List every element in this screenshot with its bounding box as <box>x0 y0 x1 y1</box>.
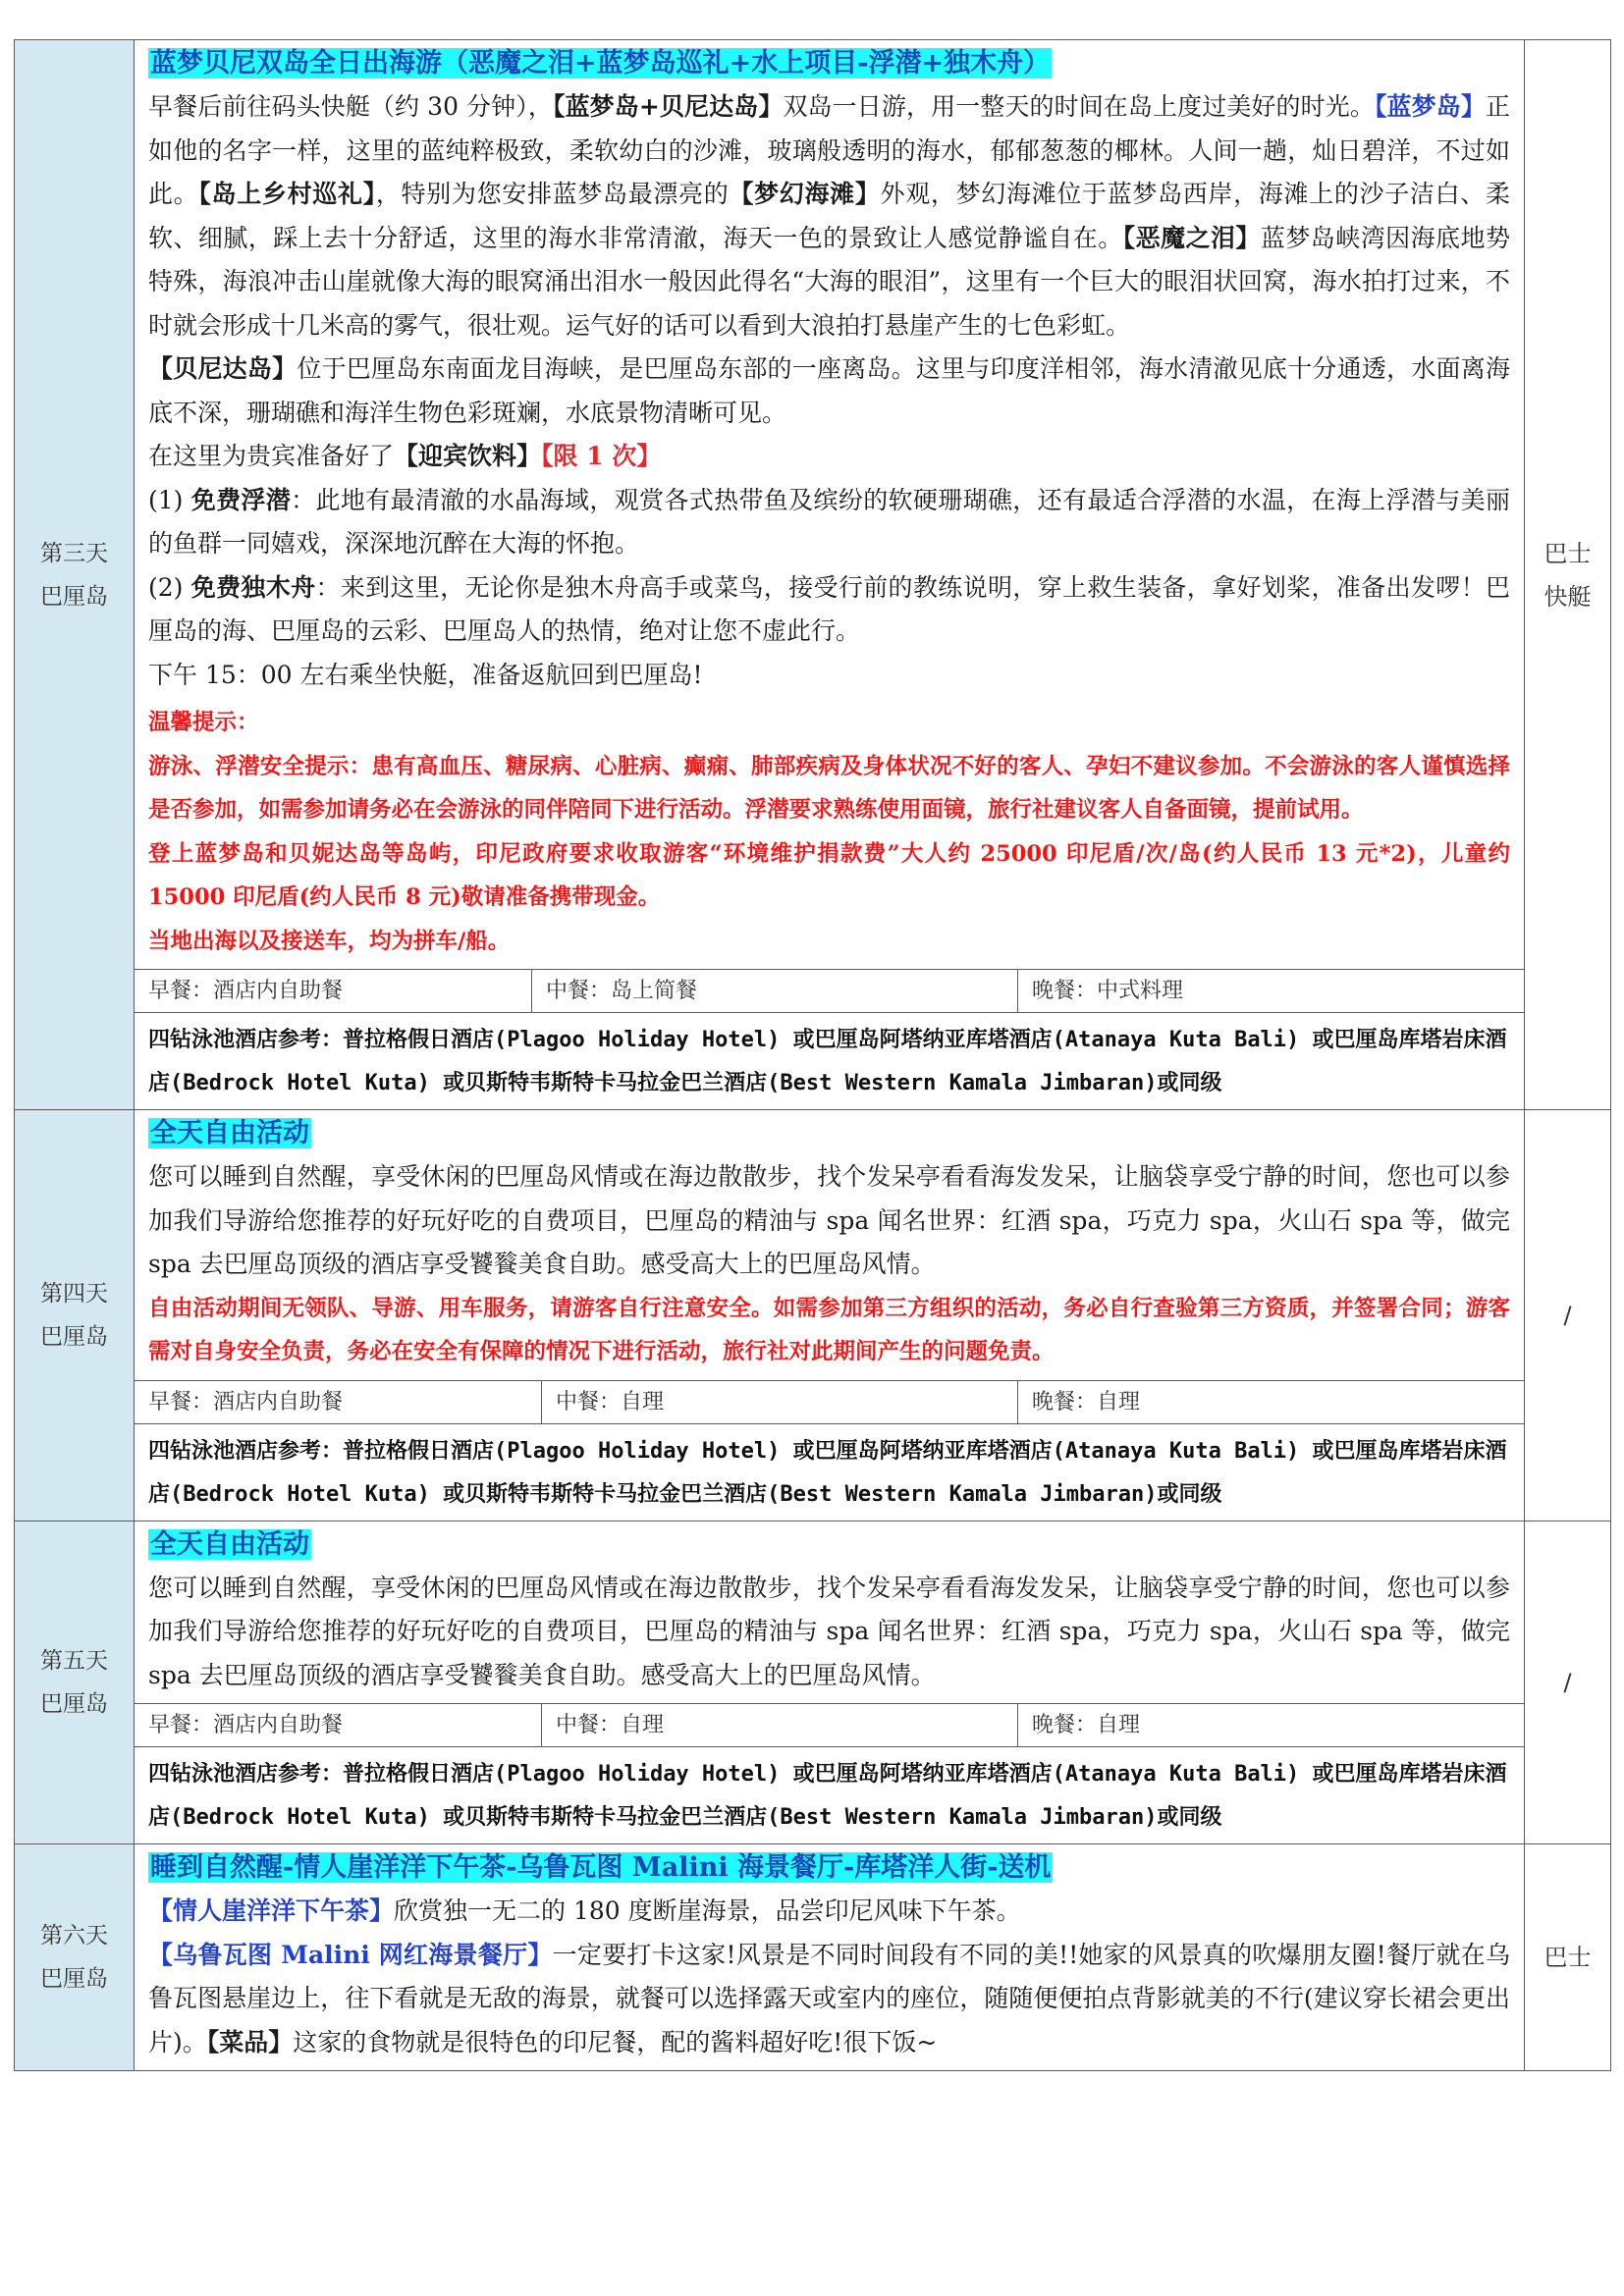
paragraph: 下午 15：00 左右乘坐快艇，准备返航回到巴厘岛! <box>148 660 703 689</box>
hotel-reference: 四钻泳池酒店参考：普拉格假日酒店(Plagoo Holiday Hotel) 或巴厘岛阿塔纳亚库塔酒店(Atanaya Kuta Bali) 或巴厘岛库塔岩床酒店(Bedrock Hotel Kuta) 或贝斯特韦斯特卡马拉金巴兰酒店(Best Western Kamala Jimbaran)或同级 <box>135 1423 1524 1521</box>
paragraph: 【情人崖洋洋下午茶】欣赏独一无二的 180 度断崖海景，品尝印尼风味下午茶。 <box>148 1896 1021 1925</box>
paragraph: 早餐后前往码头快艇（约 30 分钟），【蓝梦岛+贝尼达岛】双岛一日游，用一整天的时间在岛上度过美好的时光。【蓝梦岛】正如他的名字一样，这里的蓝纯粹极致，柔软幼白的沙滩，玻璃般透明的海水，郁郁葱葱的椰林。人间一趟，灿日碧洋，不过如此。【岛上乡村巡礼】，特别为您安排蓝梦岛最漂亮的【梦幻海滩】外观，梦幻海滩位于蓝梦岛西岸，海滩上的沙子洁白、柔软、细腻，踩上去十分舒适，这里的海水非常清澈，海天一色的景致让人感觉静谧自在。【恶魔之泪】蓝梦岛峡湾因海底地势特殊，海浪冲击山崖就像大海的眼窝涌出泪水一般因此得名“大海的眼泪”，这里有一个巨大的眼泪状回窝，海水拍打过来，不时就会形成十几米高的雾气，很壮观。运气好的话可以看到大浪拍打悬崖产生的七色彩虹。 <box>148 92 1510 340</box>
day-place: 巴厘岛 <box>40 1690 108 1717</box>
hotel-reference: 四钻泳池酒店参考：普拉格假日酒店(Plagoo Holiday Hotel) 或巴厘岛阿塔纳亚库塔酒店(Atanaya Kuta Bali) 或巴厘岛库塔岩床酒店(Bedrock Hotel Kuta) 或贝斯特韦斯特卡马拉金巴兰酒店(Best Western Kamala Jimbaran)或同级 <box>135 1012 1524 1109</box>
paragraph: 【乌鲁瓦图 Malini 网红海景餐厅】一定要打卡这家!风景是不同时间段有不同的美!!她家的风景真的吹爆朋友圈!餐厅就在乌鲁瓦图悬崖边上，往下看就是无敌的海景，就餐可以选择露天或室内的座位，随随便便拍点背影就美的不行(建议穿长裙会更出片)。【菜品】这家的食物就是很特色的印尼餐，配的酱料超好吃!很下饭~ <box>148 1940 1510 2056</box>
day-label-cell <box>15 1110 135 1522</box>
tips-title: 温馨提示： <box>148 710 259 735</box>
transport-cell <box>1525 40 1611 1110</box>
paragraph: 您可以睡到自然醒，享受休闲的巴厘岛风情或在海边散散步，找个发呆亭看看海发发呆，让脑袋享受宁静的时间，您也可以参加我们导游给您推荐的好玩好吃的自费项目，巴厘岛的精油与 spa 闻名世界：红酒 spa，巧克力 spa，火山石 spa 等，做完 spa 去巴厘岛顶级的酒店享受饕餮美食自助。感受高大上的巴厘岛风情。 <box>148 1162 1510 1278</box>
day-content <box>135 1521 1525 1844</box>
day-place: 巴厘岛 <box>40 1966 108 1992</box>
day-title: 全天自由活动 <box>150 1118 309 1148</box>
transport: 快艇 <box>1543 582 1592 611</box>
transport-cell: 巴士 <box>1525 1844 1611 2071</box>
meals-row <box>135 1380 1524 1423</box>
lunch: 中餐：岛上简餐 <box>532 970 1018 1012</box>
breakfast: 早餐：酒店内自助餐 <box>135 1704 542 1746</box>
paragraph: (1) 免费浮潜：此地有最清澈的水晶海域，观赏各式热带鱼及缤纷的软硬珊瑚礁，还有最适合浮潜的水温，在海上浮潜与美丽的鱼群一同嬉戏，深深地沉醉在大海的怀抱。 <box>148 485 1510 558</box>
tip: 当地出海以及接送车，均为拼车/船。 <box>148 928 511 954</box>
day-title: 全天自由活动 <box>150 1528 309 1560</box>
day-number: 第六天 <box>40 1923 108 1949</box>
day-number: 第五天 <box>40 1647 108 1674</box>
day-title: 蓝梦贝尼双岛全日出海游（恶魔之泪+蓝梦岛巡礼+水上项目-浮潜+独木舟） <box>150 48 1051 79</box>
paragraph: (2) 免费独木舟：来到这里，无论你是独木舟高手或菜鸟，接受行前的教练说明，穿上救生装备，拿好划桨，准备出发啰！巴厘岛的海、巴厘岛的云彩、巴厘岛人的热情，绝对让您不虚此行。 <box>148 572 1510 645</box>
day-label-cell <box>15 1844 135 2071</box>
day-number: 第四天 <box>40 1280 108 1307</box>
day-label-cell <box>15 40 135 1110</box>
transport-cell: / <box>1525 1521 1611 1844</box>
paragraph: 【贝尼达岛】位于巴厘岛东南面龙目海峡，是巴厘岛东部的一座离岛。这里与印度洋相邻，海水清澈见底十分通透，水面离海底不深，珊瑚礁和海洋生物色彩斑斓，水底景物清晰可见。 <box>148 354 1510 427</box>
transport-cell: / <box>1525 1110 1611 1522</box>
hotel-reference: 四钻泳池酒店参考：普拉格假日酒店(Plagoo Holiday Hotel) 或巴厘岛阿塔纳亚库塔酒店(Atanaya Kuta Bali) 或巴厘岛库塔岩床酒店(Bedrock Hotel Kuta) 或贝斯特韦斯特卡马拉金巴兰酒店(Best Western Kamala Jimbaran)或同级 <box>135 1746 1524 1843</box>
day-place: 巴厘岛 <box>40 1323 108 1350</box>
warning: 自由活动期间无领队、导游、用车服务，请游客自行注意安全。如需参加第三方组织的活动，务必自行查验第三方资质，并签署合同；游客需对自身安全负责，务必在安全有保障的情况下进行活动，旅行社对此期间产生的问题免责。 <box>148 1295 1510 1364</box>
day-number: 第三天 <box>40 540 108 566</box>
meals-row <box>135 969 1524 1012</box>
day-row-3 <box>15 40 1611 1110</box>
dinner: 晚餐：中式料理 <box>1032 979 1184 1003</box>
day-row-5 <box>15 1521 1611 1844</box>
transport: 巴士 <box>1543 539 1592 567</box>
day-content <box>135 40 1525 1110</box>
day-row-6 <box>15 1844 1611 2071</box>
dinner: 晚餐：自理 <box>1032 1713 1141 1737</box>
day-row-4 <box>15 1110 1611 1522</box>
tip: 游泳、浮潜安全提示：患有高血压、糖尿病、心脏病、癫痫、肺部疾病及身体状况不好的客人、孕妇不建议参加。不会游泳的客人谨慎选择是否参加，如需参加请务必在会游泳的同伴陪同下进行活动。浮潜要求熟练使用面镜，旅行社建议客人自备面镜，提前试用。 <box>148 753 1510 823</box>
paragraph: 在这里为贵宾准备好了【迎宾饮料】【限 1 次】 <box>148 442 662 470</box>
breakfast: 早餐：酒店内自助餐 <box>135 970 532 1012</box>
day-place: 巴厘岛 <box>40 583 108 610</box>
tip: 登上蓝梦岛和贝妮达岛等岛屿，印尼政府要求收取游客“环境维护捐款费”大人约 25000 印尼盾/次/岛(约人民币 13 元*2)，儿童约 15000 印尼盾(约人民币 8 元)敬请准备携带现金。 <box>148 840 1510 910</box>
lunch: 中餐：自理 <box>542 1704 1018 1746</box>
lunch: 中餐：自理 <box>542 1381 1018 1423</box>
day-label-cell <box>15 1521 135 1844</box>
meals-row <box>135 1703 1524 1746</box>
itinerary-table <box>14 39 1611 2071</box>
paragraph: 您可以睡到自然醒，享受休闲的巴厘岛风情或在海边散散步，找个发呆亭看看海发发呆，让脑袋享受宁静的时间，您也可以参加我们导游给您推荐的好玩好吃的自费项目，巴厘岛的精油与 spa 闻名世界：红酒 spa，巧克力 spa，火山石 spa 等，做完 spa 去巴厘岛顶级的酒店享受饕餮美食自助。感受高大上的巴厘岛风情。 <box>148 1573 1510 1689</box>
dinner: 晚餐：自理 <box>1032 1389 1141 1415</box>
day-title: 睡到自然醒-情人崖洋洋下午茶-乌鲁瓦图 Malini 海景餐厅-库塔洋人街-送机 <box>150 1852 1052 1883</box>
day-content <box>135 1844 1525 2071</box>
breakfast: 早餐：酒店内自助餐 <box>135 1381 542 1423</box>
day-content <box>135 1110 1525 1522</box>
